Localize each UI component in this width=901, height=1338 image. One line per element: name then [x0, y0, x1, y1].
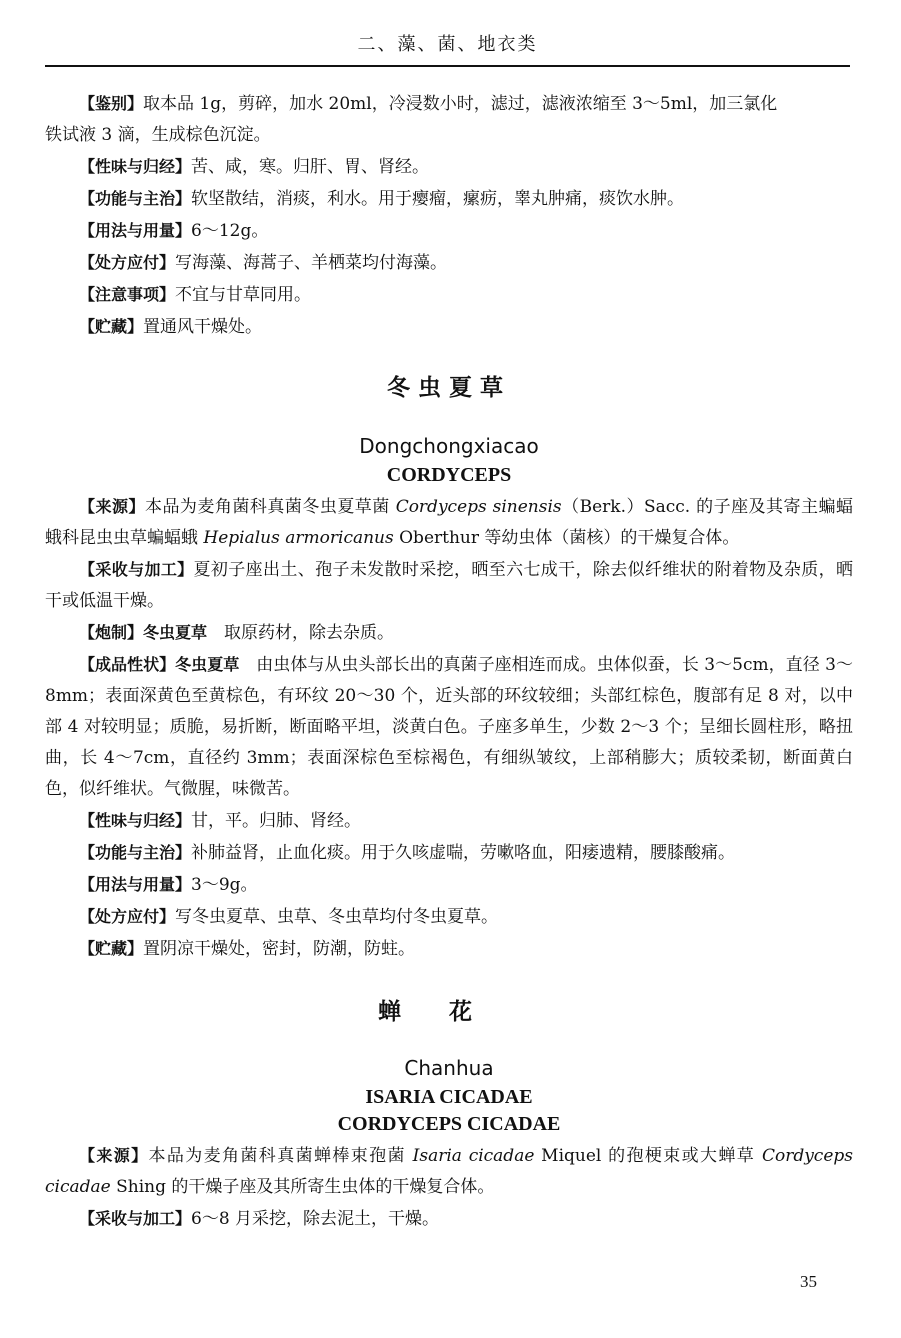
label-gongneng: 【功能与主治】 — [79, 843, 192, 862]
page-body — [45, 88, 853, 1235]
text-laiyuan-part: （Berk.）Sacc. 的子座及其寄主蝙蝠蛾科昆虫虫草蝙蝠蛾 — [45, 497, 854, 548]
paragraph-laiyuan-2 — [45, 491, 853, 554]
pinyin-chanhua: Chanhua — [404, 1056, 494, 1080]
label-chufang: 【处方应付】 — [79, 907, 176, 926]
text-zhucang: 置阴凉干燥处，密封，防潮，防蛀。 — [143, 939, 416, 959]
paragraph-chufang-1 — [45, 247, 853, 279]
paragraph-xingzhuang — [45, 649, 853, 805]
species-name: Hepialus armoricanus — [203, 528, 394, 548]
text-yongfa: 3～9g。 — [191, 875, 258, 895]
text-laiyuan-part: 本品为麦角菌科真菌蝉棒束孢菌 — [148, 1146, 413, 1166]
text-laiyuan-part: Shing 的干燥子座及其所寄生虫体的干燥复合体。 — [110, 1177, 495, 1197]
label-laiyuan: 【来源】 — [79, 1146, 149, 1165]
text-paozhi: 取原药材，除去杂质。 — [207, 623, 395, 643]
text-laiyuan-part: Oberthur 等幼虫体（菌核）的干燥复合体。 — [393, 528, 740, 548]
label-xingzhuang: 【成品性状】冬虫夏草 — [79, 655, 240, 674]
text-chufang: 写海藻、海蒿子、羊栖菜均付海藻。 — [175, 253, 448, 273]
latin-name-dongchong: CORDYCEPS — [386, 464, 512, 486]
paragraph-gongneng-1 — [45, 183, 853, 215]
text-chufang: 写冬虫夏草、虫草、冬虫草均付冬虫夏草。 — [175, 907, 499, 927]
paragraph-zhucang-1 — [45, 311, 853, 343]
text-zhuyi: 不宜与甘草同用。 — [175, 285, 312, 305]
label-yongfa: 【用法与用量】 — [79, 221, 192, 240]
text-caishou: 6～8 月采挖，除去泥土，干燥。 — [191, 1209, 440, 1229]
species-name: Cordyceps cicadae — [45, 1146, 853, 1197]
species-name: Cordyceps sinensis — [395, 497, 562, 517]
paragraph-jianbie-cont: 铁试液 3 滴，生成棕色沉淀。 — [45, 125, 271, 145]
section-title-dongchong: 冬虫夏草 — [387, 375, 511, 401]
paragraph-yongfa-2 — [45, 869, 853, 901]
label-zhuyi: 【注意事项】 — [79, 285, 176, 304]
paragraph-caishou-2 — [45, 554, 853, 617]
section-title-chanhua: 蝉花 — [378, 999, 520, 1025]
paragraph-paozhi — [45, 617, 853, 649]
paragraph-jianbie — [45, 88, 853, 120]
paragraph-xingwei-2 — [45, 805, 853, 837]
species-name: Isaria cicadae — [412, 1146, 535, 1166]
label-paozhi: 【炮制】冬虫夏草 — [79, 623, 208, 642]
paragraph-zhucang-2 — [45, 933, 853, 965]
label-caishou: 【采收与加工】 — [79, 560, 194, 579]
pinyin-dongchong: Dongchongxiacao — [359, 434, 539, 458]
label-gongneng: 【功能与主治】 — [79, 189, 192, 208]
text-xingzhuang: 由虫体与从虫头部长出的真菌子座相连而成。虫体似蚕，长 3～5cm，直径 3～8mm；表面深黄色至黄棕色，有环纹 20～30 个，近头部的环纹较细；头部红棕色，腹部有足 8 对，以中部 4 对较明显；质脆，易折断，断面略平坦，淡黄白色。子座多单生，少数 2～3 个；呈细长圆柱形，略扭曲，长 4～7cm，直径约 3mm；表面深棕色至棕褐色，有细纵皱纹，上部稍膨大；质较柔韧，断面黄白色，似纤维状。气微腥，味微苦。 — [45, 655, 853, 799]
label-chufang: 【处方应付】 — [79, 253, 176, 272]
paragraph-yongfa-1 — [45, 215, 853, 247]
header-rule — [45, 65, 850, 67]
label-xingwei: 【性味与归经】 — [79, 157, 192, 176]
label-xingwei: 【性味与归经】 — [79, 811, 192, 830]
label-caishou: 【采收与加工】 — [79, 1209, 192, 1228]
latin-name-chanhua-1: ISARIA CICADAE — [365, 1086, 533, 1108]
paragraph-caishou-3 — [45, 1203, 853, 1235]
text-gongneng: 软坚散结，消痰，利水。用于瘿瘤，瘰疬，睾丸肿痛，痰饮水肿。 — [191, 189, 685, 209]
paragraph-xingwei-1 — [45, 151, 853, 183]
label-zhucang: 【贮藏】 — [79, 939, 144, 958]
text-yongfa: 6～12g。 — [191, 221, 269, 241]
latin-name-chanhua-2: CORDYCEPS CICADAE — [337, 1113, 561, 1135]
text-zhucang: 置通风干燥处。 — [143, 317, 263, 337]
paragraph-zhuyi — [45, 279, 853, 311]
page-number: 35 — [800, 1272, 817, 1291]
text-laiyuan-part: Miquel 的孢梗束或大蝉草 — [534, 1146, 762, 1166]
paragraph-chufang-2 — [45, 901, 853, 933]
label-jianbie: 【鉴别】 — [79, 94, 144, 113]
label-yongfa: 【用法与用量】 — [79, 875, 192, 894]
text-xingwei: 苦、咸，寒。归肝、胃、肾经。 — [191, 157, 430, 177]
text-jianbie: 取本品 1g，剪碎，加水 20ml，冷浸数小时，滤过，滤液浓缩至 3～5ml，加三氯化 — [143, 94, 778, 114]
running-header: 二、藻、菌、地衣类 — [357, 34, 538, 55]
label-laiyuan: 【来源】 — [79, 497, 145, 516]
text-xingwei: 甘，平。归肺、肾经。 — [191, 811, 362, 831]
paragraph-gongneng-2 — [45, 837, 853, 869]
text-laiyuan-part: 本品为麦角菌科真菌冬虫夏草菌 — [144, 497, 396, 517]
text-gongneng: 补肺益肾，止血化痰。用于久咳虚喘，劳嗽咯血，阳痿遗精，腰膝酸痛。 — [191, 843, 736, 863]
text-caishou: 夏初子座出土、孢子未发散时采挖，晒至六七成干，除去似纤维状的附着物及杂质，晒干或低温干燥。 — [45, 560, 853, 611]
paragraph-laiyuan-3 — [45, 1140, 853, 1203]
label-zhucang: 【贮藏】 — [79, 317, 144, 336]
